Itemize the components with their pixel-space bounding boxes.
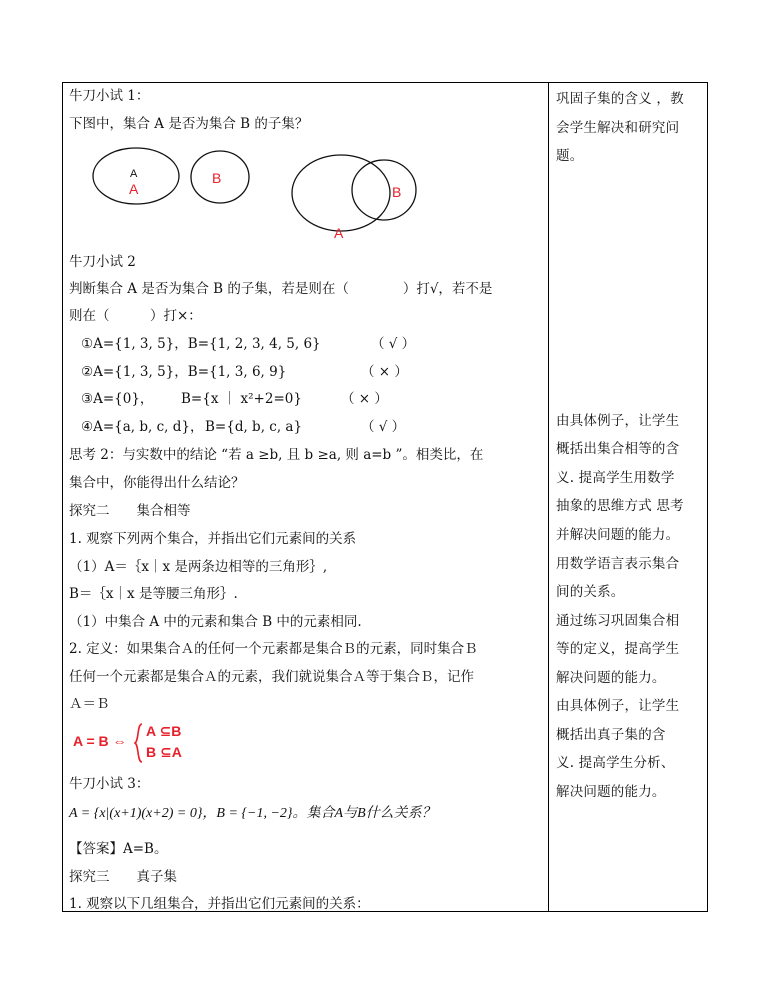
note-line: 题。 (556, 148, 584, 164)
note-line: 间的关系。 (556, 584, 625, 600)
trial2-question-line1: 判断集合 A 是否为集合 B 的子集，若是则在（ ）打√，若不是 (69, 281, 493, 297)
brace-icon (134, 723, 144, 763)
note-line: 由具体例子，让学生 (556, 413, 680, 429)
trial3-expression: A = {x|(x+1)(x+2) = 0}，B = {−1, −2}。集合A与B什么关系？ (69, 806, 436, 821)
item-1-mark: （ √ ） (371, 336, 416, 352)
trial1-question: 下图中，集合 A 是否为集合 B 的子集？ (69, 116, 309, 132)
set-b-definition: B＝｛x｜x 是等腰三角形｝. (69, 586, 238, 602)
explore3-heading: 探究三 真子集 (69, 869, 177, 885)
note-line: 概括出集合相等的含 (556, 441, 680, 457)
equiv-bottom: B ⊆A (146, 744, 182, 760)
item-4-set-a: ④A={a, b, c, d}， (81, 419, 204, 435)
note-line: 用数学语言表示集合 (556, 556, 680, 572)
trial2-title: 牛刀小试 2 (69, 254, 136, 270)
set-a-definition: （1）A＝｛x｜x 是两条边相等的三角形｝, (69, 559, 328, 575)
venn-diagrams (69, 141, 549, 241)
observe2: 1. 观察以下几组集合，并指出它们元素间的关系： (69, 896, 370, 912)
diagram-separate-sets (93, 148, 249, 204)
note-line: 通过练习巩固集合相 (556, 613, 680, 629)
item-3-mark: （ × ） (341, 391, 388, 407)
diagram-overlapping-sets (292, 155, 416, 241)
note-line: 等的定义，提高学生 (556, 641, 680, 657)
lesson-table (62, 82, 708, 912)
item-3-set-a: ③A={0}， (81, 391, 154, 407)
label-b: B (212, 170, 222, 186)
equivalence-formula (73, 721, 213, 765)
note-line: 巩固子集的含义 ，教 (556, 91, 684, 107)
label-a: A (334, 225, 344, 241)
think2-line2: 集合中，你能得出什么结论？ (69, 475, 245, 491)
item-4-set-b: B={d, b, c, a} (205, 419, 303, 435)
explore2-heading: 探究二 集合相等 (69, 503, 191, 519)
note-line: 会学生解决和研究问 (556, 120, 680, 136)
note-line: 抽象的思维方式 思考 (556, 498, 684, 514)
item-2-sets: ②A={1, 3, 5}，B={1, 3, 6, 9} (81, 364, 287, 380)
answer: 【答案】A=B。 (69, 841, 168, 857)
item-1-sets: ①A={1, 3, 5}，B={1, 2, 3, 4, 5, 6} (81, 336, 321, 352)
note-line: 概括出真子集的含 (556, 727, 666, 743)
note-line: 由具体例子，让学生 (556, 698, 680, 714)
note-line: 解决问题的能力。 (556, 670, 666, 686)
item-3-set-b: B={x ｜ x²+2=0} (181, 391, 302, 407)
equiv-top: A ⊆B (146, 723, 182, 739)
note-line: 解决问题的能力。 (556, 784, 666, 800)
note-line: 义. 提高学生用数学 (556, 470, 675, 486)
definition-line2: 任何一个元素都是集合Ａ的元素，我们就说集合Ａ等于集合Ｂ，记作 (69, 669, 474, 685)
observe1: 1. 观察下列两个集合，并指出它们元素间的关系 (69, 531, 357, 547)
think2-line1: 思考 2：与实数中的结论 “若 a ≥b, 且 b ≥a, 则 a=b ”。相类比，在 (69, 447, 484, 463)
note-line: 并解决问题的能力。 (556, 527, 680, 543)
label-a-red: A (129, 181, 139, 197)
observation-note: （1）中集合 A 中的元素和集合 B 中的元素相同. (69, 614, 362, 630)
label-a-black: A (130, 168, 138, 180)
trial1-title: 牛刀小试 1： (69, 88, 150, 104)
note-line: 义. 提高学生分析、 (556, 755, 675, 771)
equiv-left: A = B ⇔ (73, 733, 127, 749)
trial2-question-line2: 则在（ ）打×： (69, 308, 202, 324)
item-2-mark: （ × ） (361, 364, 408, 380)
definition-line3: Ａ＝Ｂ (69, 696, 110, 712)
item-4-mark: （ √ ） (361, 419, 406, 435)
definition-line1: 2. 定义：如果集合Ａ的任何一个元素都是集合Ｂ的元素，同时集合Ｂ (69, 641, 478, 657)
trial3-title: 牛刀小试 3： (69, 776, 150, 792)
label-b: B (392, 184, 402, 200)
